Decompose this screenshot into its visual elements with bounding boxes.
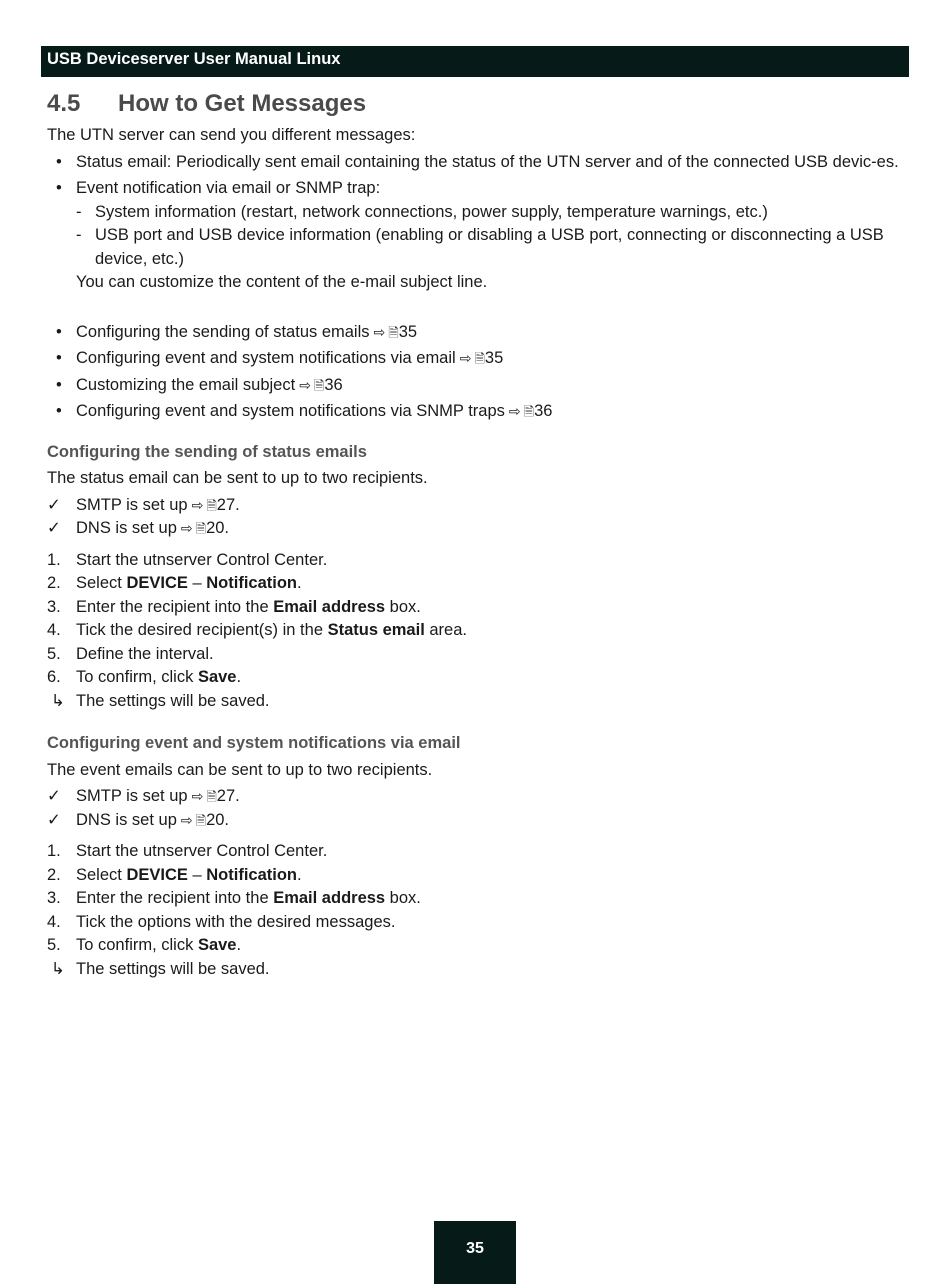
bullet-icon: • <box>56 322 62 341</box>
prerequisites-list <box>47 494 909 541</box>
result-text: The settings will be saved. <box>76 691 270 710</box>
step-text: box. <box>385 597 421 616</box>
menu-name: DEVICE <box>126 865 188 884</box>
step-item <box>47 619 909 643</box>
step-text: Start the utnserver Control Center. <box>76 550 328 569</box>
running-header <box>41 46 909 77</box>
button-name: Save <box>197 936 237 954</box>
link-label[interactable]: Configuring event and system notifications via email <box>76 349 456 367</box>
step-text: Enter the recipient into the <box>76 889 274 907</box>
page-number-ref: 35 <box>398 322 418 341</box>
step-text: Define the interval. <box>76 644 214 663</box>
result-item <box>47 958 909 982</box>
result-item <box>47 690 909 714</box>
area-name: Status email <box>327 621 425 639</box>
page-number-tab <box>434 1221 516 1284</box>
menu-name: Notification <box>206 865 297 884</box>
arrow-icon: ⇨ <box>180 520 193 536</box>
bullet-icon: • <box>56 152 62 171</box>
page-icon: 🗎 <box>474 351 485 366</box>
link-item[interactable] <box>47 400 909 424</box>
page-reference[interactable] <box>505 402 553 420</box>
step-item <box>47 643 909 667</box>
step-number: 6. <box>47 668 61 686</box>
step-item <box>47 666 909 690</box>
message-types-list <box>47 151 909 295</box>
list-item <box>47 151 909 175</box>
bullet-icon: • <box>56 402 62 420</box>
steps-list <box>47 549 909 714</box>
prerequisites-list <box>47 785 909 832</box>
page-icon: 🗎 <box>195 521 207 536</box>
link-label[interactable]: Configuring event and system notifications via SNMP traps <box>76 402 505 420</box>
page-icon: 🗎 <box>206 497 217 513</box>
intro-text: The UTN server can send you different messages: <box>47 126 416 144</box>
link-item[interactable] <box>47 347 909 371</box>
step-text: . <box>236 668 242 686</box>
step-item <box>47 934 909 958</box>
sub-item-text: System information (restart, network connections, power supply, temperature warnings, etc.) <box>95 202 768 221</box>
step-number: 2. <box>47 865 61 884</box>
subsection-heading: Configuring event and system notifications via email <box>47 734 461 752</box>
prerequisite-item <box>47 517 909 541</box>
menu-name: DEVICE <box>126 574 188 592</box>
menu-name: Notification <box>206 574 297 592</box>
step-item <box>47 911 909 935</box>
step-text: . <box>236 936 242 954</box>
step-text: To confirm, click <box>76 668 198 686</box>
arrow-icon: ⇨ <box>191 788 204 804</box>
page-number-ref: 27. <box>216 787 240 805</box>
step-text: Tick the options with the desired messages. <box>76 912 396 931</box>
check-icon: ✓ <box>47 787 61 805</box>
arrow-icon: ⇨ <box>299 376 311 393</box>
section-heading <box>47 89 366 119</box>
step-text: Select <box>76 865 127 884</box>
prerequisite-item <box>47 809 909 833</box>
page-reference[interactable] <box>188 787 240 805</box>
step-item <box>47 596 909 620</box>
step-item <box>47 864 909 888</box>
prereq-text: DNS is set up <box>76 810 177 829</box>
field-name: Email address <box>273 889 386 907</box>
field-name: Email address <box>273 597 386 616</box>
page-number-ref: 36 <box>534 402 553 420</box>
page-reference[interactable] <box>295 376 343 394</box>
result-arrow-icon: ↳ <box>51 691 65 710</box>
arrow-icon: ⇨ <box>459 350 472 366</box>
step-number: 2. <box>47 574 61 592</box>
prerequisite-item <box>47 785 909 809</box>
step-number: 5. <box>47 644 61 663</box>
link-item[interactable] <box>47 321 909 345</box>
prerequisite-item <box>47 494 909 518</box>
step-text: Enter the recipient into the <box>76 597 274 616</box>
step-text: Select <box>76 574 127 592</box>
page-reference[interactable] <box>177 519 229 537</box>
step-text: – <box>187 574 207 592</box>
page-icon: 🗎 <box>388 324 399 340</box>
subsection-intro: The event emails can be sent to up to two recipients. <box>47 760 433 779</box>
page-reference[interactable] <box>177 811 229 829</box>
step-text: . <box>297 865 302 884</box>
check-icon: ✓ <box>47 810 61 829</box>
page-icon: 🗎 <box>195 812 207 828</box>
page-number-ref: 36 <box>324 375 343 394</box>
status-email-item: Status email: Periodically sent email containing the status of the UTN server and of the connected USB devic-es. <box>76 152 899 171</box>
sub-list-item <box>76 224 909 271</box>
link-label[interactable]: Configuring the sending of status emails <box>76 322 370 341</box>
result-arrow-icon: ↳ <box>51 959 65 978</box>
step-number: 5. <box>47 936 61 954</box>
steps-list <box>47 840 909 981</box>
prereq-text: SMTP is set up <box>76 787 188 805</box>
list-item <box>47 177 909 295</box>
bullet-icon: • <box>56 375 62 394</box>
page-number-ref: 20. <box>206 810 229 829</box>
page-number: 35 <box>466 1240 484 1257</box>
step-text: Start the utnserver Control Center. <box>76 842 328 860</box>
step-text: To confirm, click <box>76 936 198 954</box>
step-item <box>47 549 909 573</box>
check-icon: ✓ <box>47 519 61 537</box>
link-item[interactable] <box>47 374 909 398</box>
arrow-icon: ⇨ <box>508 403 521 419</box>
dash-icon: - <box>76 226 82 244</box>
manual-title: USB Deviceserver User Manual Linux <box>47 50 341 68</box>
arrow-icon: ⇨ <box>373 323 386 340</box>
arrow-icon: ⇨ <box>191 496 204 513</box>
event-notification-item: Event notification via email or SNMP trap: <box>76 179 381 197</box>
page-icon: 🗎 <box>313 377 325 393</box>
link-label[interactable]: Customizing the email subject <box>76 375 296 394</box>
page-reference[interactable] <box>370 323 418 341</box>
step-item <box>47 572 909 596</box>
prereq-text: DNS is set up <box>76 519 177 537</box>
section-title: How to Get Messages <box>118 90 367 117</box>
sub-list-item <box>76 201 909 225</box>
step-number: 1. <box>47 842 61 860</box>
result-text: The settings will be saved. <box>76 959 270 978</box>
page-number-ref: 35 <box>484 349 504 367</box>
step-text: area. <box>424 621 467 639</box>
page-number-ref: 27. <box>216 495 240 514</box>
page-reference[interactable] <box>188 496 240 514</box>
bullet-icon: • <box>56 349 62 367</box>
step-number: 4. <box>47 912 61 931</box>
step-text: . <box>297 574 302 592</box>
prereq-text: SMTP is set up <box>76 495 188 514</box>
step-text: – <box>187 865 207 884</box>
button-name: Save <box>197 668 237 686</box>
step-item <box>47 887 909 911</box>
page-reference[interactable] <box>456 349 504 367</box>
page-icon: 🗎 <box>206 789 217 804</box>
arrow-icon: ⇨ <box>180 811 193 828</box>
step-number: 4. <box>47 621 61 639</box>
step-text: box. <box>385 889 421 907</box>
page-content <box>47 124 909 981</box>
step-number: 1. <box>47 550 61 569</box>
step-number: 3. <box>47 889 61 907</box>
subsection-heading: Configuring the sending of status emails <box>47 442 367 461</box>
cross-reference-list <box>47 321 909 424</box>
page-icon: 🗎 <box>523 404 535 419</box>
page-number-ref: 20. <box>206 519 229 537</box>
sub-item-text: USB port and USB device information (enabling or disabling a USB port, connecting or disconnecting a USB device, etc.) <box>95 226 884 268</box>
dash-icon: - <box>76 202 82 221</box>
section-number: 4.5 <box>47 90 81 117</box>
customize-note: You can customize the content of the e-mail subject line. <box>76 273 488 291</box>
bullet-icon: • <box>56 179 62 197</box>
subsection-intro: The status email can be sent to up to two recipients. <box>47 469 428 487</box>
step-item <box>47 840 909 864</box>
step-number: 3. <box>47 597 61 616</box>
step-text: Tick the desired recipient(s) in the <box>76 621 328 639</box>
check-icon: ✓ <box>47 495 61 514</box>
